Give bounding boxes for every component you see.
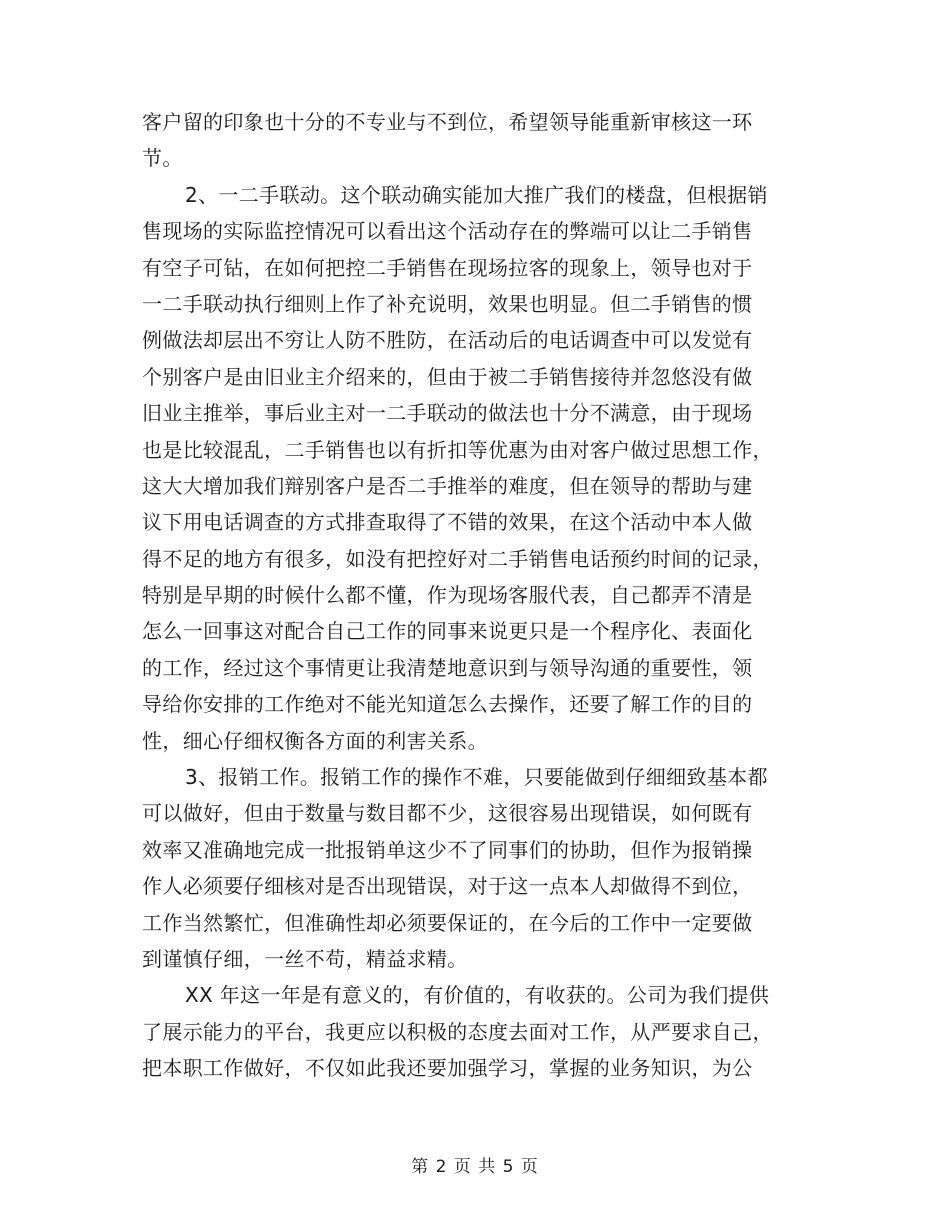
document-body [142, 104, 810, 1087]
text-line: 这大大增加我们辩别客户是否二手推举的难度，但在领导的帮助与建 [142, 473, 753, 498]
text-line: 导给你安排的工作绝对不能光知道怎么去操作，还要了解工作的目的 [142, 692, 753, 717]
text-line: 议下用电话调查的方式排查取得了不错的效果，在这个活动中本人做 [142, 510, 753, 535]
text-line: 2、一二手联动。这个联动确实能加大推广我们的楼盘，但根据销 [185, 182, 768, 207]
text-line: 效率又准确地完成一批报销单这少不了同事们的协助，但作为报销操 [142, 837, 753, 862]
text-line: 有空子可钻，在如何把控二手销售在现场拉客的现象上，领导也对于 [142, 255, 753, 280]
text-line: 的工作，经过这个事情更让我清楚地意识到与领导沟通的重要性，领 [142, 655, 753, 680]
text-line: XX 年这一年是有意义的，有价值的，有收获的。公司为我们提供 [185, 983, 770, 1008]
text-line: 旧业主推举，事后业主对一二手联动的做法也十分不满意，由于现场 [142, 401, 753, 426]
text-line: 工作当然繁忙，但准确性却必须要保证的，在今后的工作中一定要做 [142, 910, 753, 935]
text-line: 客户留的印象也十分的不专业与不到位，希望领导能重新审核这一环 [142, 110, 753, 134]
text-line: 得不足的地方有很多，如没有把控好对二手销售电话预约时间的记录， [142, 546, 773, 571]
text-line: 作人必须要仔细核对是否出现错误，对于这一点本人却做得不到位， [142, 874, 753, 899]
text-line: 到谨慎仔细，一丝不苟，精益求精。 [142, 946, 468, 971]
text-line: 例做法却层出不穷让人防不胜防，在活动后的电话调查中可以发觉有 [142, 328, 753, 353]
text-line: 也是比较混乱，二手销售也以有折扣等优惠为由对客户做过思想工作， [142, 437, 773, 462]
text-line: 了展示能力的平台，我更应以积极的态度去面对工作，从严要求自己， [142, 1019, 773, 1044]
text-line: 可以做好，但由于数量与数目都不少，这很容易出现错误，如何既有 [142, 801, 753, 826]
text-line: 节。 [142, 146, 183, 171]
text-line: 怎么一回事这对配合自己工作的同事来说更只是一个程序化、表面化 [142, 619, 753, 644]
text-line: 把本职工作做好，不仅如此我还要加强学习，掌握的业务知识，为公 [142, 1056, 753, 1081]
text-line: 一二手联动执行细则上作了补充说明，效果也明显。但二手销售的惯 [142, 291, 753, 316]
text-line: 售现场的实际监控情况可以看出这个活动存在的弊端可以让二手销售 [142, 219, 753, 244]
text-line: 3、报销工作。报销工作的操作不难，只要能做到仔细细致基本都 [185, 765, 768, 790]
page-footer: 第 2 页 共 5 页 [411, 1157, 539, 1177]
text-line: 个别客户是由旧业主介绍来的，但由于被二手销售接待并忽悠没有做 [142, 364, 753, 389]
text-line: 性，细心仔细权衡各方面的利害关系。 [142, 728, 488, 753]
text-line: 特别是早期的时候什么都不懂，作为现场客服代表，自己都弄不清是 [142, 583, 753, 608]
